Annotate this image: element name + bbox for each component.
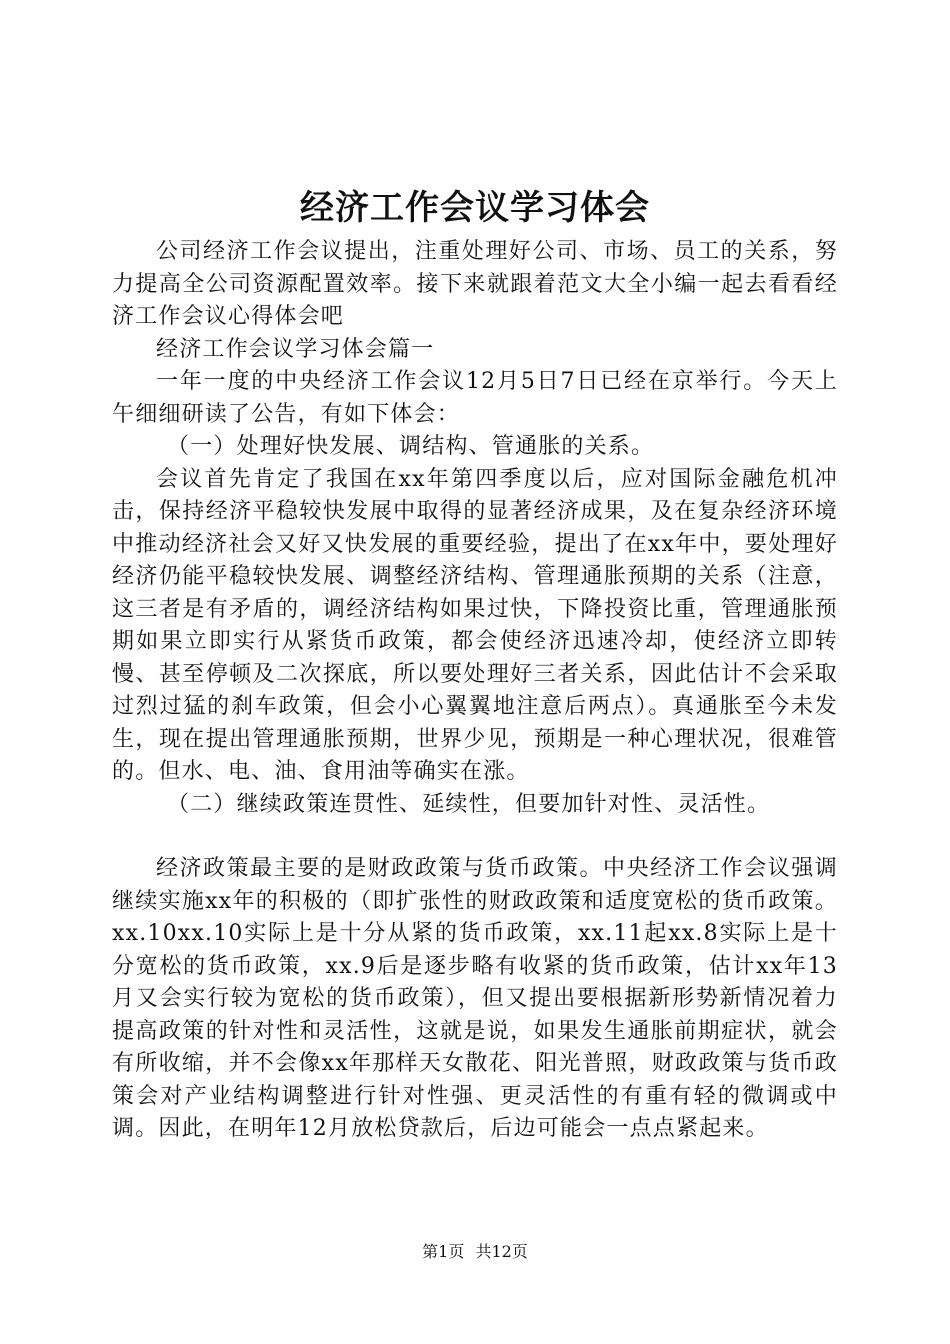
body-paragraph: 一年一度的中央经济工作会议12月5日7日已经在京举行。今天上午细细研读了公告，有如下体会： xyxy=(112,369,838,427)
subheading-two: （二）继续政策连贯性、延续性，但要加针对性、灵活性。 xyxy=(167,791,771,817)
page-footer xyxy=(0,1240,950,1264)
page-number: 第1页 xyxy=(422,1242,465,1261)
paragraph-spacer xyxy=(112,821,838,853)
document-body xyxy=(112,236,838,1146)
intro-paragraph: 公司经济工作会议提出，注重处理好公司、市场、员工的关系，努力提高全公司资源配置效率。接下来就跟着范文大全小编一起去看看经济工作会议心得体会吧 xyxy=(112,239,838,329)
document-title: 经济工作会议学习体会 xyxy=(300,188,650,228)
page-total: 共12页 xyxy=(475,1242,528,1261)
body-paragraph: 会议首先肯定了我国在xx年第四季度以后，应对国际金融危机冲击，保持经济平稳较快发展中取得的显著经济成果，及在复杂经济环境中推动经济社会又好又快发展的重要经验，提出了在xx年中，要处理好经济仍能平稳较快发展、调整经济结构、管理通胀预期的关系（注意，这三者是有矛盾的，调经济结构如果过快，下降投资比重，管理通胀预期如果立即实行从紧货币政策，都会使经济迅速冷却，使经济立即转慢、甚至停顿及二次探底，所以要处理好三者关系，因此估计不会采取过烈过猛的刹车政策，但会小心翼翼地注意后两点）。真通胀至今未发生，现在提出管理通胀预期，世界少见，预期是一种心理状况，很难管的。但水、电、油、食用油等确实在涨。 xyxy=(112,466,838,784)
section-heading: 经济工作会议学习体会篇一 xyxy=(156,336,435,362)
subheading-one: （一）处理好快发展、调结构、管通胀的关系。 xyxy=(167,434,655,459)
body-paragraph: 经济政策最主要的是财政政策与货币政策。中央经济工作会议强调继续实施xx年的积极的（即扩张性的财政政策和适度宽松的货币政策。xx.10xx.10实际上是十分从紧的货币政策，xx.11起xx.8实际上是十分宽松的货币政策，xx.9后是逐步略有收紧的货币政策，估计xx年13月又会实行较为宽松的货币政策），但又提出要根据新形势新情况着力提高政策的针对性和灵活性，这就是说，如果发生通胀前期症状，就会有所收缩，并不会像xx年那样天女散花、阳光普照，财政政策与货币政策会对产业结构调整进行针对性强、更灵活性的有重有轻的微调或中调。因此，在明年12月放松贷款后，后边可能会一点点紧起来。 xyxy=(112,856,838,1141)
